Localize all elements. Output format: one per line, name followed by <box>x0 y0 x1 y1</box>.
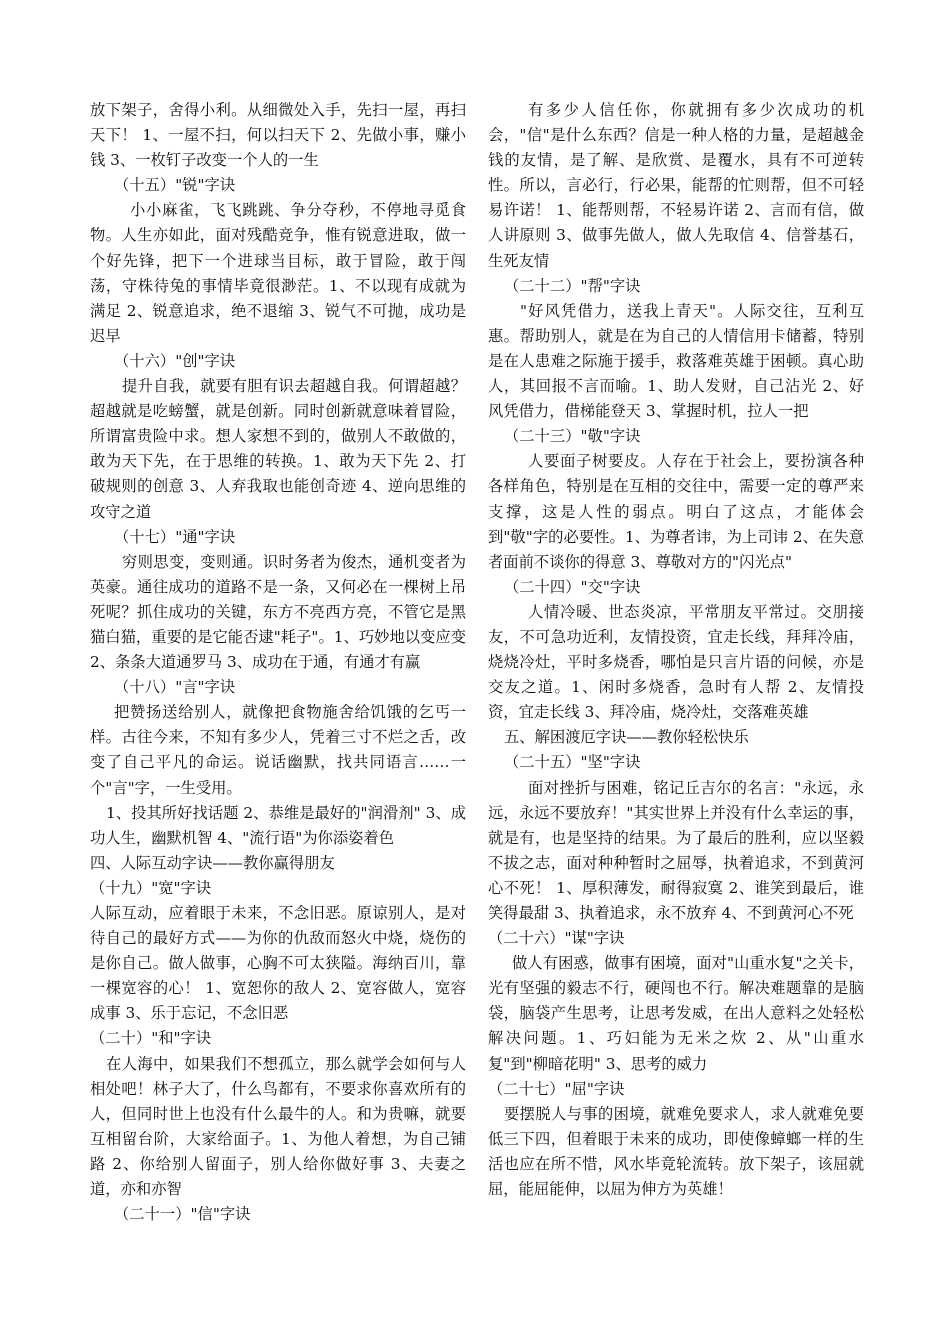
section-heading: （十七）"通"字诀 <box>114 527 236 546</box>
paragraph: 人际互动，应着眼于未来，不念旧恶。原谅别人，是对待自己的最好方式——为你的仇敌而怒火中烧，烧伤的是你自己。做人做事，心胸不可太狭隘。海纳百川，靠一棵宽容的心！ 1、宽恕你的敌人 2、宽容做人，宽容成事 3、乐于忘记，不念旧恶 <box>90 904 466 1023</box>
section-heading: （二十四）"交"字诀 <box>504 577 641 596</box>
right-column <box>488 98 864 1202</box>
paragraph: 有多少人信任你，你就拥有多少次成功的机会，"信"是什么东西？信是一种人格的力量，是超越金钱的友情，是了解、是欣赏、是覆水，具有不可逆转性。所以，言必行，行必果，能帮的忙则帮，但不可轻易许诺！ 1、能帮则帮，不轻易许诺 2、言而有信，做人讲原则 3、做事先做人，做人先取信 4、信誉基石，生死友情 <box>488 101 864 270</box>
section-heading: （二十五）"坚"字诀 <box>504 753 641 772</box>
paragraph: 在人海中，如果我们不想孤立，那么就学会如何与人相处吧！林子大了，什么鸟都有，不要求你喜欢所有的人，但同时世上也没有什么最牛的人。和为贵嘛，就要互相留台阶，大家给面子。1、为他人着想，为自己铺路 2、你给别人留面子，别人给你做好事 3、夫妻之道，亦和亦智 <box>90 1054 466 1199</box>
section-heading: （二十三）"敬"字诀 <box>504 427 641 446</box>
paragraph: 小小麻雀，飞飞跳跳、争分夺秒，不停地寻觅食物。人生亦如此，面对残酷竞争，惟有锐意进取，做一个好先锋，把下一个进球当目标，敢于冒险，敢于闯荡，守株待兔的事情毕竟很渺茫。1、不以现有成就为满足 2、锐意追求，绝不退缩 3、锐气不可抛，成功是迟早 <box>90 201 466 345</box>
section-heading: （十五）"锐"字诀 <box>114 176 236 195</box>
paragraph: 面对挫折与困难，铭记丘吉尔的名言："永远，永远，永远不要放弃！"其实世界上并没有什么幸运的事，就是有，也是坚持的结果。为了最后的胜利，应以坚毅不拔之志，面对种种暂时之屈辱，执着追求，不到黄河心不死！ 1、厚积薄发，耐得寂寞 2、谁笑到最后，谁笑得最甜 3、执着追求，永不放弃 4、不到黄河心不死 <box>488 778 864 922</box>
section-heading: （十六）"创"字诀 <box>114 351 236 370</box>
section-heading: （二十）"和"字诀 <box>90 1029 212 1048</box>
section-heading: （二十七）"屈"字诀 <box>488 1079 625 1098</box>
paragraph: 做人有困惑，做事有困境，面对"山重水复"之关卡，光有坚强的毅志不行，硬闯也不行。解决难题靠的是脑袋，脑袋产生思考，让思考发威，在出人意料之处轻松解决问题。1、巧妇能为无米之炊 2、从"山重水复"到"柳暗花明" 3、思考的威力 <box>488 954 864 1073</box>
paragraph: 提升自我，就要有胆有识去超越自我。何谓超越？超越就是吃螃蟹，就是创新。同时创新就意味着冒险，所谓富贵险中求。想人家想不到的，做别人不敢做的，敢为天下先，在于思维的转换。1、敢为天下先 2、打破规则的创意 3、人弃我取也能创奇迹 4、逆向思维的攻守之道 <box>90 377 466 521</box>
paragraph: "好风凭借力，送我上青天"。人际交往，互利互惠。帮助别人，就是在为自己的人情信用卡储蓄，特别是在人患难之际施于援手，救落难英雄于困顿。真心助人，其回报不言而喻。1、助人发财，自己沾光 2、好风凭借力，借梯能登天 3、掌握时机，拉人一把 <box>488 301 864 421</box>
paragraph: 要摆脱人与事的困境，就难免要求人，求人就难免要低三下四，但着眼于未来的成功，即使像蟑螂一样的生活也应在所不惜，风水毕竟轮流转。放下架子，该屈就屈，能屈能伸，以屈为伸方为英雄！ <box>488 1104 864 1199</box>
section-heading: （十八）"言"字诀 <box>114 678 236 697</box>
section-heading: （二十二）"帮"字诀 <box>504 276 641 295</box>
section-heading: 四、人际互动字诀——教你赢得朋友 <box>90 853 335 872</box>
section-heading: 五、解困渡厄字诀——教你轻松快乐 <box>504 728 749 747</box>
paragraph: 放下架子，舍得小利。从细微处入手，先扫一屋，再扫天下！ 1、一屋不扫，何以扫天下 2、先做小事，赚小钱 3、一枚钉子改变一个人的一生 <box>90 101 466 170</box>
section-heading: （二十一）"信"字诀 <box>114 1205 251 1224</box>
paragraph: 人情冷暖、世态炎凉，平常朋友平常过。交朋接友，不可急功近利，友情投资，宜走长线，拜拜冷庙，烧烧冷灶，平时多烧香，哪怕是只言片语的问候，亦是交友之道。1、闲时多烧香，急时有人帮 2、友情投资，宜走长线 3、拜冷庙，烧冷灶，交落难英雄 <box>488 602 864 722</box>
paragraph: 穷则思变，变则通。识时务者为俊杰，通机变者为英豪。通往成功的道路不是一条，又何必在一棵树上吊死呢？抓住成功的关键，东方不亮西方亮，不管它是黑猫白猫，重要的是它能否逮"耗子"。1、巧妙地以变应变 2、条条大道通罗马 3、成功在于通，有通才有赢 <box>90 552 466 672</box>
section-heading: （二十六）"谋"字诀 <box>488 929 625 948</box>
paragraph: 1、投其所好找话题 2、恭维是最好的"润滑剂" 3、成功人生，幽默机智 4、"流行语"为你添姿着色 <box>90 803 466 847</box>
section-heading: （十九）"宽"字诀 <box>90 878 212 897</box>
left-column <box>90 98 466 1227</box>
paragraph: 把赞扬送给别人，就像把食物施舍给饥饿的乞丐一样。古往今来，不知有多少人，凭着三寸不烂之舌，改变了自己平凡的命运。说话幽默，找共同语言……一个"言"字，一生受用。 <box>90 703 466 797</box>
paragraph: 人要面子树要皮。人存在于社会上，要扮演各种各样角色，特别是在互相的交往中，需要一定的尊严来支撑，这是人性的弱点。明白了这点，才能体会到"敬"字的必要性。1、为尊者讳，为上司讳 2、在失意者面前不谈你的得意 3、尊敬对方的"闪光点" <box>488 452 864 571</box>
